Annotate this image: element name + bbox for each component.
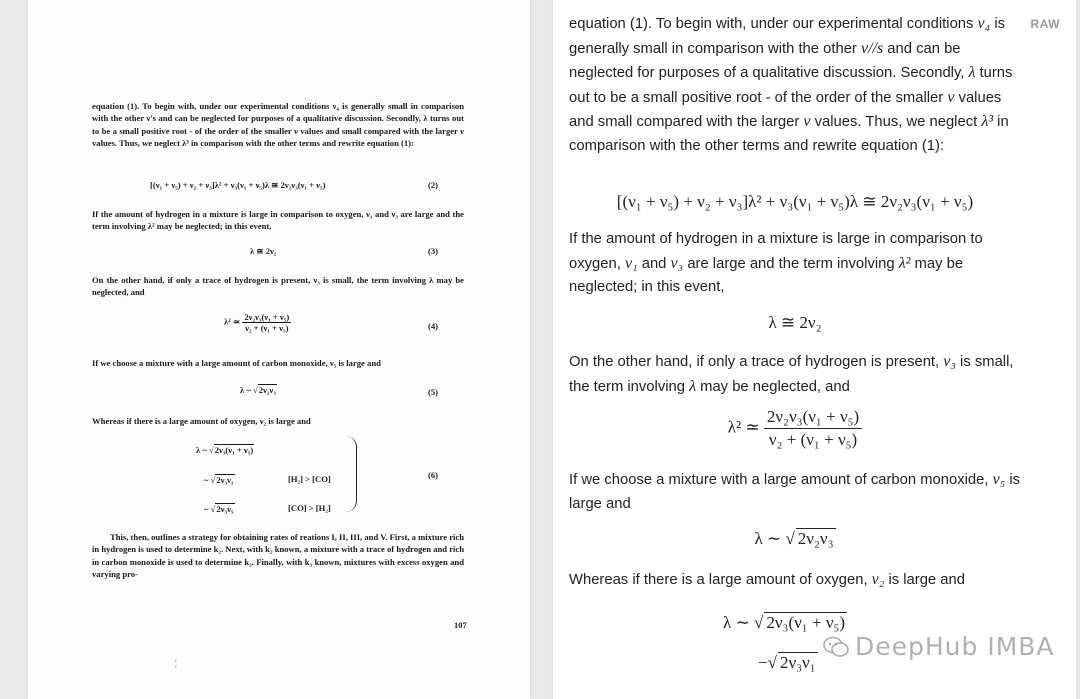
scan-equation-2-number: (2) [428, 180, 439, 190]
ocr-p1-math-nus: ν//s [860, 39, 884, 57]
scan-eq6b-condition: [H₂] > [CO] [288, 474, 331, 484]
ocr-p3-math-lambda: λ [689, 377, 697, 395]
scan-paragraph-2: If the amount of hydrogen in a mixture is large in comparison to oxygen, ν₁ and ν₃ are large and the term involving λ² may be neglected; in this event, [92, 209, 464, 232]
ocr-eq6b-lhs: − [758, 653, 768, 672]
scan-eq5-radicand: 2ν₂ν₃ [258, 385, 276, 395]
ocr-equation-3: λ ≅ 2ν₂ [768, 313, 822, 332]
ocr-paragraph-2 [569, 228, 1021, 300]
scan-eq4-denominator: ν₂ + (ν₁ + ν₅) [245, 323, 289, 333]
scan-equation-3-number: (3) [428, 246, 439, 256]
ocr-p1-text-e: values and small compared with the larger [569, 89, 1002, 130]
watermark [823, 632, 1055, 661]
ocr-equation-4 [569, 407, 1021, 450]
scan-equation-5: λ ~ √2ν₂ν₃ [240, 385, 276, 395]
ocr-eq4-fraction [764, 407, 862, 450]
ocr-p4-text-b: is large and [569, 472, 1021, 512]
scan-equation-2: [(ν₁ + ν₅) + ν₂ + ν₃]λ² + ν₃(ν₁ + ν₅)λ ≅ 2ν₂ν₃(ν₁ + ν₅) [150, 180, 326, 190]
ocr-equation-6a: λ ∼ √ 2ν₃(ν₁ + ν₅) [723, 613, 846, 632]
watermark-text: DeepHub IMBA [855, 632, 1055, 661]
scan-eq5-lhs: λ ~ [240, 385, 251, 395]
ocr-p1-math-nu-b: ν [803, 113, 811, 130]
scan-equation-4-number: (4) [428, 321, 439, 331]
ocr-equation-6b: −√ 2ν₃ν₁ [758, 653, 816, 672]
scan-eq4-fraction [242, 312, 291, 333]
ocr-p4-text-a: If we choose a mixture with a large amount of carbon monoxide, [569, 472, 993, 488]
ocr-p1-math-lambda: λ [968, 64, 976, 81]
scan-eq6b-radicand: 2ν₃ν₁ [216, 475, 234, 485]
ocr-p3-math-nu3: ν₃ [943, 353, 956, 370]
ocr-eq4-numerator: 2ν₂ν₃(ν₁ + ν₅) [764, 407, 862, 429]
ocr-paragraph-4 [569, 468, 1021, 516]
scan-paragraph-1: equation (1). To begin with, under our experimental conditions ν₄ is generally small in comparison with the other ν's and can be neglected for purposes of a qualitative discussion. Secondly, λ turns out to be a small positive root - of the order of the smaller ν values and small compared with the larger ν values. Thus, we neglect λ³ in comparison with the other terms and rewrite equation (1): [92, 101, 464, 148]
ocr-p1-text-g: in comparison with the other terms and rewrite equation (1): [569, 114, 1009, 154]
ocr-p1-math-nu4: ν₄ [977, 15, 991, 32]
ocr-equation-2: [(ν₁ + ν₅) + ν₂ + ν₃]λ² + ν₃(ν₁ + ν₅)λ ≅ 2ν₂ν₃(ν₁ + ν₅) [616, 192, 974, 211]
ocr-p2-text-c: are large and the term involving [683, 255, 899, 272]
ocr-eq6b-radicand: 2ν₃ν₁ [779, 653, 816, 672]
scan-eq6c-lhs: ~ [204, 504, 209, 514]
ocr-p2-math-nu1: ν₁ [624, 254, 638, 272]
ocr-p2-math-nu3: ν₃ [670, 254, 684, 272]
ocr-eq4-denominator: ν₂ + (ν₁ + ν₅) [768, 430, 858, 449]
ocr-eq6a-lhs: λ ∼ [723, 613, 750, 632]
scan-paragraph-6: This, then, outlines a strategy for obtaining rates of reations I, II, III, and V. First, a mixture rich in hydrogen is used to determine k₂. Next, with k₂ known, a mixture with a trace of hydrogen and rich in carbon monoxide is used to determine k₃. Finally, with k₃ known, mixtures with excess oxygen and varying pro- [92, 532, 464, 579]
ocr-p5-text-b: is large and [884, 572, 965, 588]
scan-equation-5-number: (5) [428, 387, 439, 397]
scan-equation-6b: ~ √2ν₃ν₁ [204, 475, 234, 485]
wechat-icon [823, 636, 849, 658]
scan-equation-4 [224, 312, 291, 333]
scan-eq4-numerator: 2ν₂ν₃(ν₁ + ν₅) [244, 312, 290, 322]
ocr-p1-math-l3: λ³ [981, 113, 994, 130]
ocr-p1-text-f: values. Thus, we neglect [810, 114, 982, 130]
scan-paragraph-5: Whereas if there is a large amount of oxygen, ν₂ is large and [92, 416, 311, 426]
ocr-p3-text-a: On the other hand, if only a trace of hydrogen is present, [569, 354, 944, 370]
ocr-paragraph-5 [569, 568, 1021, 593]
scan-paragraph-4: If we choose a mixture with a large amount of carbon monoxide, ν₅ is large and [92, 358, 381, 368]
ocr-paragraph-1 [569, 12, 1021, 158]
ocr-p3-text-c: may be neglected, and [696, 378, 850, 395]
scan-eq6c-condition: [CO] > [H₂] [288, 503, 331, 513]
scan-equation-3: λ ≅ 2ν₂ [250, 246, 277, 256]
scan-brace [346, 436, 357, 512]
ocr-eq5-radicand: 2ν₂ν₃ [797, 529, 834, 548]
ocr-eq4-lhs: λ² ≃ [727, 417, 760, 437]
ocr-p5-math-nu2: ν₂ [871, 571, 885, 588]
scanned-page [28, 0, 530, 699]
ocr-p1-math-nu-a: ν [947, 88, 955, 106]
raw-tag[interactable]: RAW [1030, 17, 1060, 31]
ocr-paragraph-3 [569, 350, 1021, 399]
scan-eq4-lhs: λ² ≃ [224, 316, 241, 327]
ocr-p3-text-b: is small, the term involving [569, 354, 1014, 395]
ocr-p2-text-b: and [637, 255, 671, 272]
ocr-p2-text-a: If the amount of hydrogen in a mixture is large in comparison to oxygen, [569, 231, 983, 272]
ocr-eq5-lhs: λ ∼ [754, 529, 782, 548]
ocr-eq6a-radicand: 2ν₃(ν₁ + ν₅) [766, 613, 846, 632]
scan-eq6b-lhs: ~ [204, 475, 209, 485]
scan-speck: ¦ [175, 658, 177, 668]
scan-equation-6a: λ ~ √2ν₃(ν₁ + ν₅) [196, 445, 254, 455]
scan-equation-6c: ~ √2ν₃ν₅ [204, 504, 234, 514]
scan-equation-6-number: (6) [428, 470, 439, 480]
ocr-equation-5: λ ∼ √ 2ν₂ν₃ [754, 529, 834, 548]
ocr-p2-math-l2: λ² [898, 254, 911, 272]
ocr-p1-text-d: turns out to be a small positive root - of the order of the smaller [569, 65, 1013, 106]
ocr-p1-text-c: and can be neglected for purposes of a qualitative discussion. Secondly, [569, 40, 969, 81]
ocr-p4-math-nu5: ν₅ [992, 471, 1006, 488]
scan-eq6c-radicand: 2ν₃ν₅ [216, 504, 234, 514]
ocr-p1-text-a: equation (1). To begin with, under our experimental conditions [569, 16, 978, 32]
scan-eq6a-radicand: 2ν₃(ν₁ + ν₅) [214, 445, 254, 455]
ocr-p1-text-b: is generally small in comparison with the other [569, 16, 1006, 57]
ocr-output-panel [553, 0, 1076, 699]
page-number: 107 [454, 620, 467, 630]
ocr-p5-text-a: Whereas if there is a large amount of oxygen, [569, 572, 872, 588]
scan-eq6a-lhs: λ ~ [196, 445, 207, 455]
ocr-p2-text-d: may be neglected; in this event, [569, 255, 964, 295]
scan-paragraph-3: On the other hand, if only a trace of hydrogen is present, ν₃ is small, the term involving λ may be neglected, and [92, 275, 464, 298]
